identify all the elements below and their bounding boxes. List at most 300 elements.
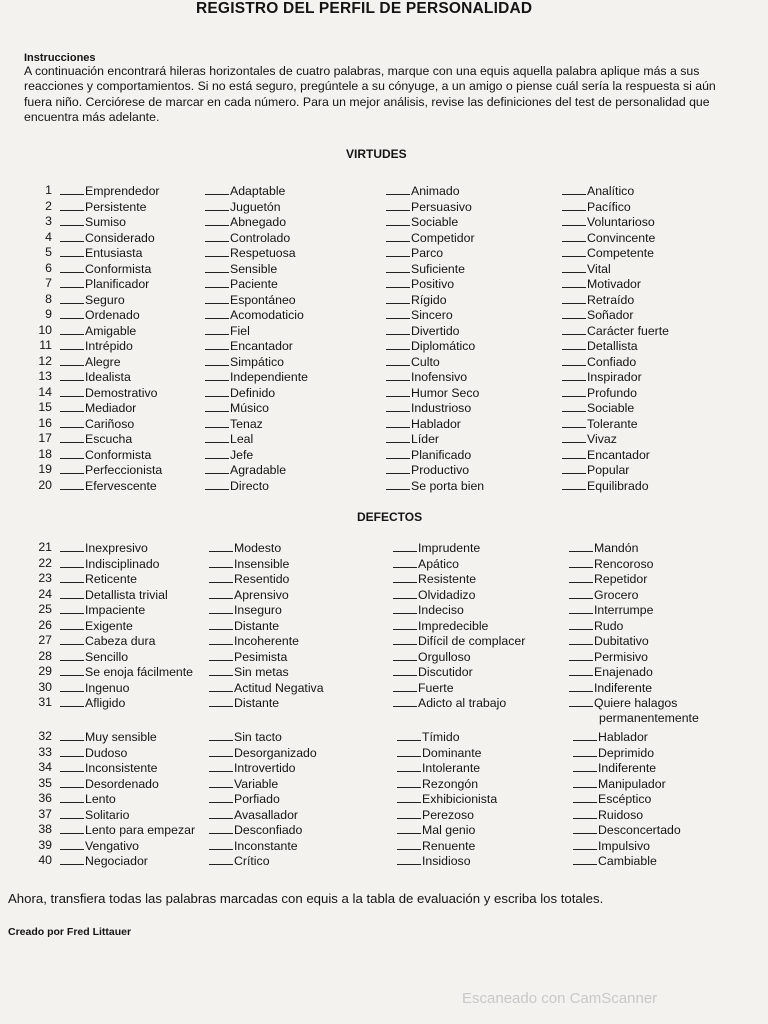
mark-blank[interactable] — [209, 838, 233, 850]
mark-blank[interactable] — [569, 695, 593, 707]
word-option[interactable] — [60, 323, 162, 339]
mark-blank[interactable] — [562, 354, 586, 366]
word-option[interactable] — [60, 431, 162, 447]
mark-blank[interactable] — [209, 587, 233, 599]
word-option[interactable] — [205, 354, 308, 370]
mark-blank[interactable] — [386, 261, 410, 273]
mark-blank[interactable] — [205, 199, 229, 211]
mark-blank[interactable] — [60, 183, 84, 195]
mark-blank[interactable] — [562, 462, 586, 474]
word-option[interactable] — [573, 853, 681, 869]
mark-blank[interactable] — [562, 307, 586, 319]
word-option[interactable] — [60, 261, 162, 277]
mark-blank[interactable] — [573, 745, 597, 757]
word-option[interactable] — [569, 695, 699, 711]
mark-blank[interactable] — [209, 664, 233, 676]
word-option[interactable] — [562, 354, 669, 370]
mark-blank[interactable] — [209, 791, 233, 803]
word-option[interactable] — [60, 776, 195, 792]
mark-blank[interactable] — [60, 853, 84, 865]
word-option[interactable] — [60, 760, 195, 776]
mark-blank[interactable] — [386, 307, 410, 319]
word-option[interactable] — [569, 618, 699, 634]
word-option[interactable] — [205, 292, 308, 308]
mark-blank[interactable] — [209, 853, 233, 865]
word-option[interactable] — [562, 276, 669, 292]
word-option[interactable] — [397, 760, 497, 776]
word-option[interactable] — [386, 462, 484, 478]
word-option[interactable] — [60, 791, 195, 807]
word-option[interactable] — [386, 292, 484, 308]
word-option[interactable] — [386, 261, 484, 277]
mark-blank[interactable] — [205, 447, 229, 459]
mark-blank[interactable] — [209, 540, 233, 552]
word-option[interactable] — [209, 556, 324, 572]
word-option[interactable] — [562, 323, 669, 339]
word-option[interactable] — [573, 822, 681, 838]
mark-blank[interactable] — [569, 618, 593, 630]
word-option[interactable] — [60, 199, 162, 215]
mark-blank[interactable] — [573, 776, 597, 788]
mark-blank[interactable] — [205, 338, 229, 350]
mark-blank[interactable] — [562, 416, 586, 428]
mark-blank[interactable] — [60, 369, 84, 381]
mark-blank[interactable] — [60, 587, 84, 599]
mark-blank[interactable] — [386, 462, 410, 474]
mark-blank[interactable] — [393, 680, 417, 692]
mark-blank[interactable] — [397, 760, 421, 772]
mark-blank[interactable] — [60, 791, 84, 803]
mark-blank[interactable] — [60, 292, 84, 304]
mark-blank[interactable] — [397, 822, 421, 834]
word-option[interactable] — [573, 838, 681, 854]
mark-blank[interactable] — [562, 385, 586, 397]
word-option[interactable] — [209, 853, 317, 869]
word-option[interactable] — [569, 633, 699, 649]
word-option[interactable] — [397, 745, 497, 761]
word-option[interactable] — [209, 729, 317, 745]
mark-blank[interactable] — [573, 838, 597, 850]
word-option[interactable] — [386, 323, 484, 339]
mark-blank[interactable] — [393, 649, 417, 661]
mark-blank[interactable] — [397, 791, 421, 803]
word-option[interactable] — [386, 230, 484, 246]
word-option[interactable] — [562, 431, 669, 447]
word-option[interactable] — [386, 276, 484, 292]
word-option[interactable] — [386, 214, 484, 230]
mark-blank[interactable] — [205, 431, 229, 443]
word-option[interactable] — [562, 261, 669, 277]
word-option[interactable] — [573, 729, 681, 745]
word-option[interactable] — [60, 587, 193, 603]
word-option[interactable] — [205, 276, 308, 292]
mark-blank[interactable] — [386, 338, 410, 350]
word-option[interactable] — [60, 680, 193, 696]
mark-blank[interactable] — [397, 807, 421, 819]
word-option[interactable] — [60, 462, 162, 478]
word-option[interactable] — [569, 556, 699, 572]
mark-blank[interactable] — [569, 540, 593, 552]
word-option[interactable] — [205, 369, 308, 385]
word-option[interactable] — [562, 478, 669, 494]
word-option[interactable] — [562, 230, 669, 246]
word-option[interactable] — [562, 292, 669, 308]
word-option[interactable] — [205, 199, 308, 215]
word-option[interactable] — [205, 447, 308, 463]
mark-blank[interactable] — [60, 214, 84, 226]
mark-blank[interactable] — [60, 680, 84, 692]
mark-blank[interactable] — [209, 760, 233, 772]
word-option[interactable] — [562, 416, 669, 432]
word-option[interactable] — [60, 853, 195, 869]
mark-blank[interactable] — [205, 354, 229, 366]
word-option[interactable] — [562, 447, 669, 463]
mark-blank[interactable] — [60, 729, 84, 741]
word-option[interactable] — [386, 447, 484, 463]
word-option[interactable] — [209, 587, 324, 603]
mark-blank[interactable] — [393, 633, 417, 645]
word-option[interactable] — [397, 791, 497, 807]
word-option[interactable] — [209, 838, 317, 854]
mark-blank[interactable] — [569, 633, 593, 645]
mark-blank[interactable] — [209, 633, 233, 645]
word-option[interactable] — [60, 183, 162, 199]
mark-blank[interactable] — [60, 745, 84, 757]
mark-blank[interactable] — [205, 385, 229, 397]
mark-blank[interactable] — [205, 276, 229, 288]
word-option[interactable] — [562, 462, 669, 478]
word-option[interactable] — [60, 807, 195, 823]
mark-blank[interactable] — [397, 729, 421, 741]
word-option[interactable] — [60, 307, 162, 323]
mark-blank[interactable] — [205, 478, 229, 490]
word-option[interactable] — [569, 602, 699, 618]
mark-blank[interactable] — [60, 245, 84, 257]
word-option[interactable] — [562, 245, 669, 261]
word-option[interactable] — [60, 838, 195, 854]
mark-blank[interactable] — [60, 416, 84, 428]
mark-blank[interactable] — [386, 214, 410, 226]
word-option[interactable] — [205, 462, 308, 478]
mark-blank[interactable] — [562, 276, 586, 288]
word-option[interactable] — [205, 416, 308, 432]
mark-blank[interactable] — [60, 807, 84, 819]
mark-blank[interactable] — [562, 261, 586, 273]
word-option[interactable] — [205, 400, 308, 416]
mark-blank[interactable] — [60, 540, 84, 552]
mark-blank[interactable] — [397, 853, 421, 865]
mark-blank[interactable] — [386, 245, 410, 257]
mark-blank[interactable] — [573, 760, 597, 772]
mark-blank[interactable] — [386, 276, 410, 288]
word-option[interactable] — [386, 416, 484, 432]
word-option[interactable] — [562, 183, 669, 199]
mark-blank[interactable] — [60, 307, 84, 319]
word-option[interactable] — [569, 664, 699, 680]
mark-blank[interactable] — [60, 400, 84, 412]
mark-blank[interactable] — [60, 230, 84, 242]
word-option[interactable] — [209, 807, 317, 823]
word-option[interactable] — [562, 338, 669, 354]
word-option[interactable] — [569, 587, 699, 603]
mark-blank[interactable] — [393, 664, 417, 676]
word-option[interactable] — [60, 822, 195, 838]
mark-blank[interactable] — [209, 649, 233, 661]
word-option[interactable] — [386, 338, 484, 354]
word-option[interactable] — [386, 354, 484, 370]
word-option[interactable] — [60, 447, 162, 463]
word-option[interactable] — [209, 776, 317, 792]
word-option[interactable] — [562, 214, 669, 230]
mark-blank[interactable] — [562, 447, 586, 459]
word-option[interactable] — [209, 822, 317, 838]
mark-blank[interactable] — [562, 230, 586, 242]
word-option[interactable] — [386, 245, 484, 261]
mark-blank[interactable] — [386, 385, 410, 397]
mark-blank[interactable] — [205, 245, 229, 257]
word-option[interactable] — [569, 571, 699, 587]
mark-blank[interactable] — [60, 385, 84, 397]
word-option[interactable] — [393, 587, 525, 603]
word-option[interactable] — [562, 307, 669, 323]
word-option[interactable] — [573, 791, 681, 807]
mark-blank[interactable] — [209, 807, 233, 819]
mark-blank[interactable] — [562, 323, 586, 335]
word-option[interactable] — [569, 680, 699, 696]
word-option[interactable] — [393, 618, 525, 634]
mark-blank[interactable] — [60, 462, 84, 474]
word-option[interactable] — [393, 649, 525, 665]
mark-blank[interactable] — [205, 230, 229, 242]
mark-blank[interactable] — [60, 447, 84, 459]
mark-blank[interactable] — [393, 587, 417, 599]
word-option[interactable] — [397, 776, 497, 792]
mark-blank[interactable] — [205, 462, 229, 474]
mark-blank[interactable] — [386, 354, 410, 366]
mark-blank[interactable] — [60, 649, 84, 661]
mark-blank[interactable] — [569, 602, 593, 614]
word-option[interactable] — [397, 807, 497, 823]
mark-blank[interactable] — [386, 369, 410, 381]
mark-blank[interactable] — [60, 618, 84, 630]
mark-blank[interactable] — [569, 571, 593, 583]
mark-blank[interactable] — [60, 760, 84, 772]
word-option[interactable] — [386, 478, 484, 494]
mark-blank[interactable] — [205, 307, 229, 319]
word-option[interactable] — [60, 602, 193, 618]
word-option[interactable] — [60, 540, 193, 556]
mark-blank[interactable] — [386, 416, 410, 428]
mark-blank[interactable] — [60, 776, 84, 788]
word-option[interactable] — [393, 680, 525, 696]
word-option[interactable] — [60, 695, 193, 711]
word-option[interactable] — [60, 618, 193, 634]
word-option[interactable] — [397, 822, 497, 838]
mark-blank[interactable] — [209, 680, 233, 692]
word-option[interactable] — [393, 664, 525, 680]
mark-blank[interactable] — [209, 729, 233, 741]
word-option[interactable] — [386, 369, 484, 385]
word-option[interactable] — [562, 385, 669, 401]
mark-blank[interactable] — [562, 214, 586, 226]
mark-blank[interactable] — [60, 276, 84, 288]
mark-blank[interactable] — [386, 323, 410, 335]
mark-blank[interactable] — [60, 633, 84, 645]
word-option[interactable] — [386, 431, 484, 447]
mark-blank[interactable] — [569, 649, 593, 661]
word-option[interactable] — [562, 369, 669, 385]
mark-blank[interactable] — [60, 664, 84, 676]
mark-blank[interactable] — [60, 838, 84, 850]
mark-blank[interactable] — [386, 183, 410, 195]
mark-blank[interactable] — [209, 556, 233, 568]
word-option[interactable] — [386, 400, 484, 416]
mark-blank[interactable] — [209, 571, 233, 583]
word-option[interactable] — [60, 245, 162, 261]
mark-blank[interactable] — [562, 199, 586, 211]
word-option[interactable] — [573, 745, 681, 761]
mark-blank[interactable] — [393, 695, 417, 707]
mark-blank[interactable] — [60, 338, 84, 350]
word-option[interactable] — [386, 385, 484, 401]
word-option[interactable] — [386, 307, 484, 323]
mark-blank[interactable] — [569, 556, 593, 568]
mark-blank[interactable] — [562, 478, 586, 490]
mark-blank[interactable] — [60, 261, 84, 273]
word-option[interactable] — [569, 540, 699, 556]
mark-blank[interactable] — [397, 745, 421, 757]
mark-blank[interactable] — [393, 571, 417, 583]
mark-blank[interactable] — [60, 602, 84, 614]
word-option[interactable] — [60, 214, 162, 230]
mark-blank[interactable] — [209, 745, 233, 757]
mark-blank[interactable] — [60, 199, 84, 211]
word-option[interactable] — [209, 791, 317, 807]
word-option[interactable] — [60, 416, 162, 432]
word-option[interactable] — [569, 649, 699, 665]
word-option[interactable] — [205, 323, 308, 339]
word-option[interactable] — [573, 760, 681, 776]
mark-blank[interactable] — [209, 618, 233, 630]
word-option[interactable] — [209, 745, 317, 761]
mark-blank[interactable] — [386, 431, 410, 443]
word-option[interactable] — [209, 664, 324, 680]
mark-blank[interactable] — [393, 602, 417, 614]
word-option[interactable] — [60, 556, 193, 572]
mark-blank[interactable] — [562, 183, 586, 195]
word-option[interactable] — [60, 292, 162, 308]
mark-blank[interactable] — [205, 261, 229, 273]
word-option[interactable] — [393, 556, 525, 572]
word-option[interactable] — [205, 245, 308, 261]
mark-blank[interactable] — [205, 323, 229, 335]
word-option[interactable] — [205, 307, 308, 323]
mark-blank[interactable] — [386, 292, 410, 304]
word-option[interactable] — [60, 230, 162, 246]
mark-blank[interactable] — [562, 245, 586, 257]
mark-blank[interactable] — [60, 354, 84, 366]
word-option[interactable] — [209, 633, 324, 649]
word-option[interactable] — [60, 369, 162, 385]
mark-blank[interactable] — [205, 416, 229, 428]
mark-blank[interactable] — [60, 695, 84, 707]
word-option[interactable] — [562, 400, 669, 416]
mark-blank[interactable] — [562, 431, 586, 443]
mark-blank[interactable] — [573, 853, 597, 865]
word-option[interactable] — [60, 354, 162, 370]
word-option[interactable] — [386, 183, 484, 199]
word-option[interactable] — [397, 729, 497, 745]
word-option[interactable] — [60, 729, 195, 745]
word-option[interactable] — [573, 807, 681, 823]
word-option[interactable] — [209, 680, 324, 696]
word-option[interactable] — [393, 602, 525, 618]
word-option[interactable] — [60, 571, 193, 587]
mark-blank[interactable] — [562, 338, 586, 350]
mark-blank[interactable] — [205, 369, 229, 381]
mark-blank[interactable] — [569, 664, 593, 676]
word-option[interactable] — [205, 214, 308, 230]
mark-blank[interactable] — [573, 807, 597, 819]
mark-blank[interactable] — [60, 822, 84, 834]
word-option[interactable] — [209, 695, 324, 711]
word-option[interactable] — [60, 478, 162, 494]
mark-blank[interactable] — [562, 369, 586, 381]
word-option[interactable] — [393, 633, 525, 649]
word-option[interactable] — [205, 230, 308, 246]
mark-blank[interactable] — [397, 838, 421, 850]
word-option[interactable] — [60, 664, 193, 680]
mark-blank[interactable] — [205, 214, 229, 226]
word-option[interactable] — [209, 649, 324, 665]
mark-blank[interactable] — [573, 791, 597, 803]
word-option[interactable] — [60, 745, 195, 761]
word-option[interactable] — [205, 385, 308, 401]
mark-blank[interactable] — [386, 478, 410, 490]
mark-blank[interactable] — [60, 323, 84, 335]
mark-blank[interactable] — [562, 292, 586, 304]
word-option[interactable] — [393, 571, 525, 587]
word-option[interactable] — [209, 618, 324, 634]
mark-blank[interactable] — [209, 695, 233, 707]
mark-blank[interactable] — [60, 478, 84, 490]
mark-blank[interactable] — [386, 199, 410, 211]
word-option[interactable] — [60, 400, 162, 416]
word-option[interactable] — [393, 695, 525, 711]
mark-blank[interactable] — [397, 776, 421, 788]
mark-blank[interactable] — [205, 292, 229, 304]
mark-blank[interactable] — [60, 571, 84, 583]
word-option[interactable] — [386, 199, 484, 215]
mark-blank[interactable] — [209, 602, 233, 614]
mark-blank[interactable] — [60, 556, 84, 568]
word-option[interactable] — [397, 853, 497, 869]
mark-blank[interactable] — [569, 587, 593, 599]
word-option[interactable] — [562, 199, 669, 215]
mark-blank[interactable] — [209, 822, 233, 834]
word-option[interactable] — [209, 760, 317, 776]
word-option[interactable] — [209, 540, 324, 556]
mark-blank[interactable] — [60, 431, 84, 443]
mark-blank[interactable] — [386, 230, 410, 242]
word-option[interactable] — [60, 633, 193, 649]
mark-blank[interactable] — [573, 822, 597, 834]
mark-blank[interactable] — [209, 776, 233, 788]
word-option[interactable] — [205, 261, 308, 277]
mark-blank[interactable] — [569, 680, 593, 692]
mark-blank[interactable] — [205, 183, 229, 195]
mark-blank[interactable] — [393, 540, 417, 552]
